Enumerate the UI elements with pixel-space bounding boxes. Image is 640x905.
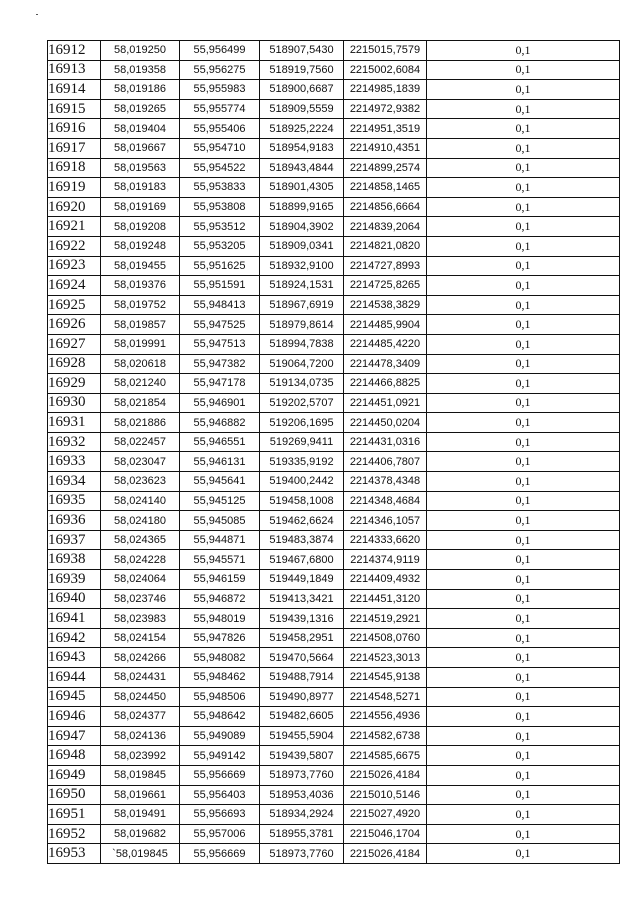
coordinates-table — [47, 40, 620, 864]
cell-point-number: 16926 — [48, 315, 101, 335]
cell-accuracy: 0,1 — [427, 276, 620, 296]
cell-accuracy: 0,1 — [427, 628, 620, 648]
cell-longitude: 55,948019 — [180, 609, 260, 629]
table-row — [48, 354, 620, 374]
cell-latitude: 58,024377 — [101, 707, 180, 727]
table-row — [48, 550, 620, 570]
cell-longitude: 55,953833 — [180, 178, 260, 198]
cell-point-number: 16920 — [48, 197, 101, 217]
cell-longitude: 55,955774 — [180, 99, 260, 119]
cell-coord-y: 2214985,1839 — [344, 80, 427, 100]
cell-coord-y: 2214972,9382 — [344, 99, 427, 119]
cell-coord-x: 519455,5904 — [260, 726, 344, 746]
cell-longitude: 55,946159 — [180, 570, 260, 590]
cell-point-number: 16951 — [48, 805, 101, 825]
cell-accuracy: 0,1 — [427, 687, 620, 707]
cell-coord-y: 2214478,3409 — [344, 354, 427, 374]
table-row — [48, 432, 620, 452]
cell-point-number: 16940 — [48, 589, 101, 609]
cell-accuracy: 0,1 — [427, 60, 620, 80]
cell-latitude: 58,019857 — [101, 315, 180, 335]
cell-longitude: 55,946131 — [180, 452, 260, 472]
cell-longitude: 55,945571 — [180, 550, 260, 570]
cell-latitude: 58,024450 — [101, 687, 180, 707]
cell-point-number: 16921 — [48, 217, 101, 237]
cell-accuracy: 0,1 — [427, 785, 620, 805]
cell-coord-y: 2214548,5271 — [344, 687, 427, 707]
cell-longitude: 55,956693 — [180, 805, 260, 825]
cell-accuracy: 0,1 — [427, 550, 620, 570]
table-row — [48, 393, 620, 413]
cell-latitude: 58,019186 — [101, 80, 180, 100]
cell-latitude: 58,020618 — [101, 354, 180, 374]
cell-coord-x: 518967,6919 — [260, 295, 344, 315]
cell-longitude: 55,946882 — [180, 413, 260, 433]
table-row — [48, 805, 620, 825]
cell-coord-x: 518919,7560 — [260, 60, 344, 80]
cell-coord-y: 2214508,0760 — [344, 628, 427, 648]
cell-latitude: 58,019169 — [101, 197, 180, 217]
cell-coord-y: 2214725,8265 — [344, 276, 427, 296]
cell-coord-x: 519400,2442 — [260, 472, 344, 492]
cell-longitude: 55,948413 — [180, 295, 260, 315]
cell-accuracy: 0,1 — [427, 432, 620, 452]
cell-latitude: 58,023623 — [101, 472, 180, 492]
cell-coord-y: 2215046,1704 — [344, 824, 427, 844]
cell-longitude: 55,947513 — [180, 334, 260, 354]
cell-longitude: 55,945641 — [180, 472, 260, 492]
cell-coord-y: 2214333,6620 — [344, 530, 427, 550]
table-row — [48, 765, 620, 785]
cell-point-number: 16914 — [48, 80, 101, 100]
cell-point-number: 16913 — [48, 60, 101, 80]
cell-point-number: 16917 — [48, 138, 101, 158]
cell-accuracy: 0,1 — [427, 393, 620, 413]
cell-coord-y: 2214450,0204 — [344, 413, 427, 433]
cell-coord-x: 518934,2924 — [260, 805, 344, 825]
table-row — [48, 138, 620, 158]
table-row — [48, 334, 620, 354]
cell-coord-y: 2214839,2064 — [344, 217, 427, 237]
cell-accuracy: 0,1 — [427, 256, 620, 276]
cell-point-number: 16938 — [48, 550, 101, 570]
cell-longitude: 55,956499 — [180, 41, 260, 61]
cell-point-number: 16937 — [48, 530, 101, 550]
cell-longitude: 55,948642 — [180, 707, 260, 727]
cell-longitude: 55,947178 — [180, 374, 260, 394]
table-row — [48, 785, 620, 805]
cell-accuracy: 0,1 — [427, 530, 620, 550]
table-row — [48, 628, 620, 648]
cell-latitude: 58,019250 — [101, 41, 180, 61]
cell-latitude: 58,024365 — [101, 530, 180, 550]
cell-accuracy: 0,1 — [427, 746, 620, 766]
cell-coord-y: 2214485,4220 — [344, 334, 427, 354]
cell-coord-x: 519467,6800 — [260, 550, 344, 570]
cell-latitude: 58,024140 — [101, 491, 180, 511]
cell-accuracy: 0,1 — [427, 354, 620, 374]
cell-latitude: 58,019265 — [101, 99, 180, 119]
cell-coord-x: 518955,3781 — [260, 824, 344, 844]
cell-point-number: 16936 — [48, 511, 101, 531]
cell-coord-x: 518899,9165 — [260, 197, 344, 217]
cell-latitude: 58,024154 — [101, 628, 180, 648]
cell-coord-x: 519470,5664 — [260, 648, 344, 668]
cell-accuracy: 0,1 — [427, 570, 620, 590]
cell-point-number: 16912 — [48, 41, 101, 61]
cell-accuracy: 0,1 — [427, 217, 620, 237]
table-row — [48, 530, 620, 550]
table-row — [48, 472, 620, 492]
cell-coord-x: 518925,2224 — [260, 119, 344, 139]
cell-point-number: 16939 — [48, 570, 101, 590]
cell-accuracy: 0,1 — [427, 824, 620, 844]
table-row — [48, 119, 620, 139]
cell-coord-y: 2214431,0316 — [344, 432, 427, 452]
cell-latitude: 58,019661 — [101, 785, 180, 805]
cell-latitude: `58,019845 — [101, 844, 180, 864]
cell-latitude: 58,019183 — [101, 178, 180, 198]
table-row — [48, 609, 620, 629]
cell-coord-y: 2215010,5146 — [344, 785, 427, 805]
cell-coord-x: 518979,8614 — [260, 315, 344, 335]
cell-accuracy: 0,1 — [427, 119, 620, 139]
cell-accuracy: 0,1 — [427, 197, 620, 217]
cell-coord-y: 2215015,7579 — [344, 41, 427, 61]
table-row — [48, 668, 620, 688]
table-row — [48, 60, 620, 80]
table-row — [48, 99, 620, 119]
cell-coord-x: 519134,0735 — [260, 374, 344, 394]
cell-coord-y: 2214485,9904 — [344, 315, 427, 335]
cell-latitude: 58,023992 — [101, 746, 180, 766]
table-row — [48, 256, 620, 276]
cell-latitude: 58,024136 — [101, 726, 180, 746]
cell-latitude: 58,019248 — [101, 236, 180, 256]
cell-longitude: 55,946872 — [180, 589, 260, 609]
cell-latitude: 58,024228 — [101, 550, 180, 570]
cell-accuracy: 0,1 — [427, 511, 620, 531]
cell-coord-x: 519064,7200 — [260, 354, 344, 374]
cell-coord-y: 2214556,4936 — [344, 707, 427, 727]
cell-accuracy: 0,1 — [427, 491, 620, 511]
cell-latitude: 58,022457 — [101, 432, 180, 452]
cell-coord-x: 518907,5430 — [260, 41, 344, 61]
cell-latitude: 58,023983 — [101, 609, 180, 629]
cell-coord-x: 519335,9192 — [260, 452, 344, 472]
cell-coord-y: 2214585,6675 — [344, 746, 427, 766]
table-row — [48, 236, 620, 256]
cell-point-number: 16930 — [48, 393, 101, 413]
table-row — [48, 315, 620, 335]
cell-point-number: 16925 — [48, 295, 101, 315]
table-row — [48, 197, 620, 217]
table-row — [48, 217, 620, 237]
table-row — [48, 570, 620, 590]
cell-accuracy: 0,1 — [427, 707, 620, 727]
cell-point-number: 16949 — [48, 765, 101, 785]
cell-point-number: 16945 — [48, 687, 101, 707]
cell-point-number: 16916 — [48, 119, 101, 139]
cell-point-number: 16928 — [48, 354, 101, 374]
cell-coord-y: 2214378,4348 — [344, 472, 427, 492]
cell-longitude: 55,956669 — [180, 765, 260, 785]
cell-latitude: 58,019491 — [101, 805, 180, 825]
cell-point-number: 16953 — [48, 844, 101, 864]
cell-coord-y: 2214409,4932 — [344, 570, 427, 590]
table-row — [48, 295, 620, 315]
cell-latitude: 58,019991 — [101, 334, 180, 354]
cell-accuracy: 0,1 — [427, 80, 620, 100]
cell-accuracy: 0,1 — [427, 315, 620, 335]
cell-accuracy: 0,1 — [427, 374, 620, 394]
table-row — [48, 178, 620, 198]
cell-latitude: 58,024266 — [101, 648, 180, 668]
cell-coord-x: 519458,1008 — [260, 491, 344, 511]
cell-latitude: 58,021886 — [101, 413, 180, 433]
cell-latitude: 58,024180 — [101, 511, 180, 531]
cell-coord-y: 2214858,1465 — [344, 178, 427, 198]
cell-longitude: 55,956669 — [180, 844, 260, 864]
cell-longitude: 55,946901 — [180, 393, 260, 413]
cell-coord-y: 2214538,3829 — [344, 295, 427, 315]
cell-longitude: 55,953205 — [180, 236, 260, 256]
cell-longitude: 55,947382 — [180, 354, 260, 374]
cell-longitude: 55,947826 — [180, 628, 260, 648]
cell-coord-x: 518904,3902 — [260, 217, 344, 237]
cell-coord-x: 518900,6687 — [260, 80, 344, 100]
cell-coord-y: 2215026,4184 — [344, 844, 427, 864]
table-row — [48, 726, 620, 746]
cell-point-number: 16934 — [48, 472, 101, 492]
cell-coord-y: 2214451,0921 — [344, 393, 427, 413]
cell-longitude: 55,948082 — [180, 648, 260, 668]
cell-longitude: 55,945125 — [180, 491, 260, 511]
cell-accuracy: 0,1 — [427, 334, 620, 354]
cell-coord-y: 2214523,3013 — [344, 648, 427, 668]
cell-coord-x: 518954,9183 — [260, 138, 344, 158]
cell-coord-y: 2214466,8825 — [344, 374, 427, 394]
cell-accuracy: 0,1 — [427, 41, 620, 61]
cell-longitude: 55,949089 — [180, 726, 260, 746]
cell-latitude: 58,019358 — [101, 60, 180, 80]
cell-longitude: 55,946551 — [180, 432, 260, 452]
cell-latitude: 58,023047 — [101, 452, 180, 472]
cell-latitude: 58,021240 — [101, 374, 180, 394]
cell-coord-y: 2214451,3120 — [344, 589, 427, 609]
cell-point-number: 16933 — [48, 452, 101, 472]
cell-accuracy: 0,1 — [427, 236, 620, 256]
cell-coord-x: 518943,4844 — [260, 158, 344, 178]
cell-accuracy: 0,1 — [427, 589, 620, 609]
cell-latitude: 58,019682 — [101, 824, 180, 844]
cell-latitude: 58,019208 — [101, 217, 180, 237]
table-row — [48, 746, 620, 766]
cell-longitude: 55,955983 — [180, 80, 260, 100]
cell-latitude: 58,019752 — [101, 295, 180, 315]
cell-accuracy: 0,1 — [427, 668, 620, 688]
cell-coord-y: 2214582,6738 — [344, 726, 427, 746]
cell-longitude: 55,949142 — [180, 746, 260, 766]
table-row — [48, 511, 620, 531]
cell-coord-x: 518932,9100 — [260, 256, 344, 276]
cell-coord-y: 2214346,1057 — [344, 511, 427, 531]
cell-point-number: 16946 — [48, 707, 101, 727]
cell-latitude: 58,021854 — [101, 393, 180, 413]
cell-point-number: 16923 — [48, 256, 101, 276]
cell-coord-x: 519269,9411 — [260, 432, 344, 452]
cell-coord-y: 2215026,4184 — [344, 765, 427, 785]
table-row — [48, 374, 620, 394]
cell-longitude: 55,951625 — [180, 256, 260, 276]
cell-point-number: 16948 — [48, 746, 101, 766]
cell-accuracy: 0,1 — [427, 472, 620, 492]
cell-point-number: 16927 — [48, 334, 101, 354]
cell-latitude: 58,024431 — [101, 668, 180, 688]
cell-point-number: 16950 — [48, 785, 101, 805]
table-row — [48, 41, 620, 61]
cell-coord-x: 519413,3421 — [260, 589, 344, 609]
table-row — [48, 844, 620, 864]
cell-coord-x: 519482,6605 — [260, 707, 344, 727]
cell-coord-y: 2214910,4351 — [344, 138, 427, 158]
cell-coord-y: 2214899,2574 — [344, 158, 427, 178]
table-row — [48, 452, 620, 472]
cell-accuracy: 0,1 — [427, 648, 620, 668]
cell-longitude: 55,947525 — [180, 315, 260, 335]
cell-accuracy: 0,1 — [427, 178, 620, 198]
cell-accuracy: 0,1 — [427, 609, 620, 629]
cell-latitude: 58,019376 — [101, 276, 180, 296]
cell-coord-x: 518953,4036 — [260, 785, 344, 805]
table-row — [48, 276, 620, 296]
cell-coord-x: 519439,5807 — [260, 746, 344, 766]
table-row — [48, 589, 620, 609]
cell-longitude: 55,944871 — [180, 530, 260, 550]
table-row — [48, 687, 620, 707]
table-row — [48, 648, 620, 668]
coordinates-table-body — [48, 41, 620, 864]
cell-longitude: 55,954522 — [180, 158, 260, 178]
cell-point-number: 16943 — [48, 648, 101, 668]
cell-coord-x: 519490,8977 — [260, 687, 344, 707]
cell-coord-x: 518973,7760 — [260, 844, 344, 864]
cell-longitude: 55,954710 — [180, 138, 260, 158]
cell-longitude: 55,951591 — [180, 276, 260, 296]
cell-coord-x: 519439,1316 — [260, 609, 344, 629]
cell-coord-x: 518909,5559 — [260, 99, 344, 119]
cell-accuracy: 0,1 — [427, 413, 620, 433]
cell-point-number: 16947 — [48, 726, 101, 746]
cell-coord-x: 519462,6624 — [260, 511, 344, 531]
cell-latitude: 58,019455 — [101, 256, 180, 276]
cell-point-number: 16924 — [48, 276, 101, 296]
cell-latitude: 58,023746 — [101, 589, 180, 609]
cell-coord-y: 2214519,2921 — [344, 609, 427, 629]
cell-point-number: 16929 — [48, 374, 101, 394]
cell-longitude: 55,956403 — [180, 785, 260, 805]
cell-latitude: 58,019563 — [101, 158, 180, 178]
cell-coord-y: 2214406,7807 — [344, 452, 427, 472]
table-row — [48, 824, 620, 844]
table-row — [48, 707, 620, 727]
table-row — [48, 80, 620, 100]
table-row — [48, 158, 620, 178]
cell-point-number: 16922 — [48, 236, 101, 256]
cell-longitude: 55,953808 — [180, 197, 260, 217]
cell-coord-y: 2214821,0820 — [344, 236, 427, 256]
cell-coord-x: 518973,7760 — [260, 765, 344, 785]
cell-coord-x: 519458,2951 — [260, 628, 344, 648]
table-row — [48, 491, 620, 511]
cell-coord-y: 2214374,9119 — [344, 550, 427, 570]
cell-coord-x: 519449,1849 — [260, 570, 344, 590]
cell-accuracy: 0,1 — [427, 158, 620, 178]
cell-point-number: 16918 — [48, 158, 101, 178]
cell-coord-y: 2214727,8993 — [344, 256, 427, 276]
cell-coord-y: 2215027,4920 — [344, 805, 427, 825]
cell-longitude: 55,953512 — [180, 217, 260, 237]
cell-coord-y: 2214951,3519 — [344, 119, 427, 139]
cell-point-number: 16952 — [48, 824, 101, 844]
cell-accuracy: 0,1 — [427, 295, 620, 315]
cell-longitude: 55,956275 — [180, 60, 260, 80]
cell-coord-x: 519206,1695 — [260, 413, 344, 433]
cell-accuracy: 0,1 — [427, 452, 620, 472]
cell-coord-x: 518901,4305 — [260, 178, 344, 198]
cell-coord-y: 2215002,6084 — [344, 60, 427, 80]
cell-coord-y: 2214348,4684 — [344, 491, 427, 511]
cell-accuracy: 0,1 — [427, 844, 620, 864]
cell-point-number: 16935 — [48, 491, 101, 511]
cell-coord-x: 518909,0341 — [260, 236, 344, 256]
cell-coord-x: 518924,1531 — [260, 276, 344, 296]
cell-latitude: 58,019845 — [101, 765, 180, 785]
cell-point-number: 16915 — [48, 99, 101, 119]
cell-point-number: 16941 — [48, 609, 101, 629]
cell-accuracy: 0,1 — [427, 99, 620, 119]
cell-point-number: 16932 — [48, 432, 101, 452]
cell-coord-y: 2214856,6664 — [344, 197, 427, 217]
cell-coord-x: 519483,3874 — [260, 530, 344, 550]
cell-latitude: 58,019404 — [101, 119, 180, 139]
cell-accuracy: 0,1 — [427, 805, 620, 825]
cell-point-number: 16942 — [48, 628, 101, 648]
cell-coord-y: 2214545,9138 — [344, 668, 427, 688]
cell-coord-x: 519488,7914 — [260, 668, 344, 688]
page-scan-mark — [36, 14, 38, 15]
cell-longitude: 55,957006 — [180, 824, 260, 844]
table-row — [48, 413, 620, 433]
cell-longitude: 55,948462 — [180, 668, 260, 688]
cell-latitude: 58,019667 — [101, 138, 180, 158]
cell-coord-x: 519202,5707 — [260, 393, 344, 413]
cell-longitude: 55,955406 — [180, 119, 260, 139]
cell-point-number: 16944 — [48, 668, 101, 688]
cell-accuracy: 0,1 — [427, 726, 620, 746]
cell-accuracy: 0,1 — [427, 138, 620, 158]
cell-point-number: 16931 — [48, 413, 101, 433]
cell-coord-x: 518994,7838 — [260, 334, 344, 354]
cell-latitude: 58,024064 — [101, 570, 180, 590]
cell-longitude: 55,945085 — [180, 511, 260, 531]
cell-longitude: 55,948506 — [180, 687, 260, 707]
cell-point-number: 16919 — [48, 178, 101, 198]
cell-accuracy: 0,1 — [427, 765, 620, 785]
